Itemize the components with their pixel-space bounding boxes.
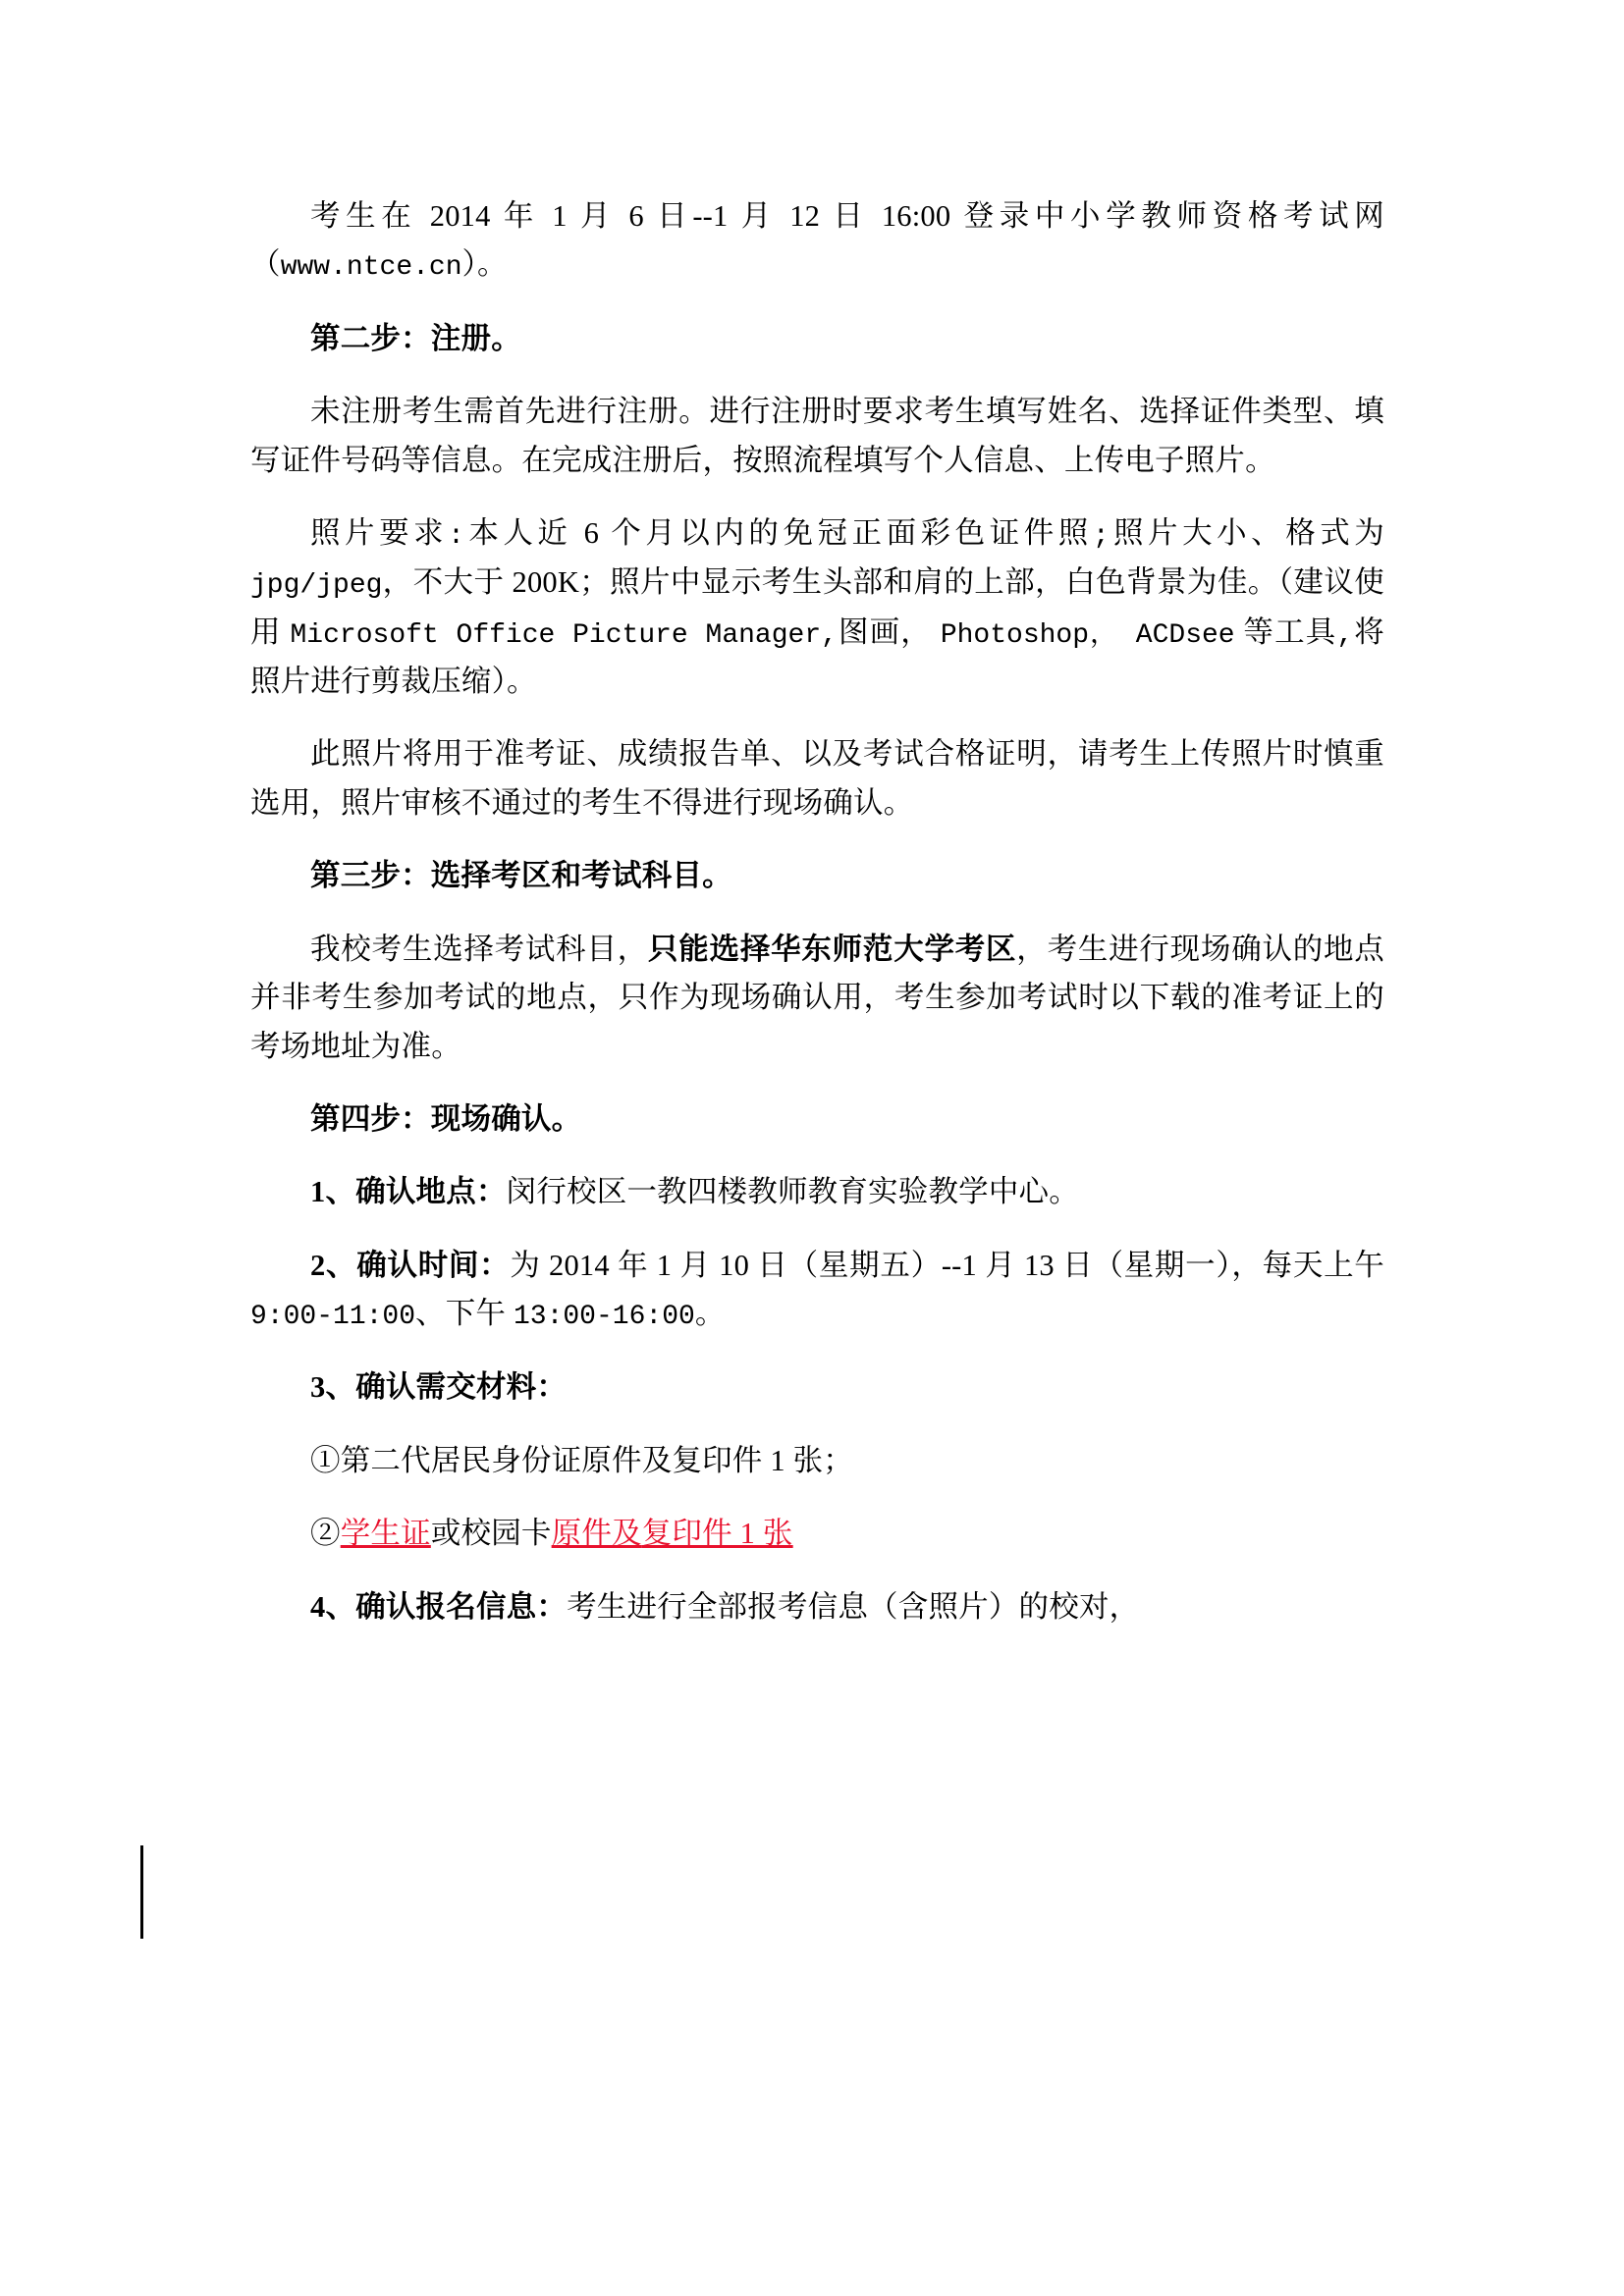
text-run: 考生在 2014 年 1 月 6 日--1 月 12 日 16:00 登录中小学教师资格考试网（ xyxy=(250,199,1384,282)
text-run: ; xyxy=(1092,520,1110,552)
text-run: 9:00-11:00 xyxy=(250,1302,416,1333)
text-run: 13:00-16:00 xyxy=(513,1302,695,1333)
paragraph-confirm-time xyxy=(250,1242,1384,1340)
text-run: jpg/jpeg xyxy=(250,570,383,602)
text-run: : xyxy=(448,520,464,552)
text-run: 照片要求 xyxy=(310,515,449,550)
paragraph-photo-requirements xyxy=(250,509,1384,706)
text-run: 第三步：选择考区和考试科目。 xyxy=(310,859,732,893)
text-run: , xyxy=(821,619,838,651)
text-run: ② xyxy=(310,1517,341,1551)
text-run: 或校园卡 xyxy=(430,1517,552,1551)
text-run: 未注册考生需首先进行注册。进行注册时要求考生填写姓名、选择证件类型、填写证件号码等信息。在完成注册后，按照流程填写个人信息、上传电子照片。 xyxy=(250,395,1384,477)
paragraph-login-instruction xyxy=(250,192,1384,291)
text-run: 2、确认时间： xyxy=(310,1248,511,1282)
text-run: 图画， xyxy=(837,614,941,649)
paragraph-material-student-card xyxy=(250,1510,1384,1558)
paragraph-material-id-card xyxy=(250,1437,1384,1485)
paragraph-exam-area-detail xyxy=(250,926,1384,1071)
revision-change-bar xyxy=(140,1845,143,1939)
text-run: ）。 xyxy=(461,247,508,282)
paragraph-photo-usage xyxy=(250,730,1384,828)
text-run: 第二步：注册。 xyxy=(310,321,521,355)
text-run: 3、确认需交材料： xyxy=(310,1370,568,1405)
paragraph-confirm-location xyxy=(250,1168,1384,1216)
text-run: , xyxy=(1336,619,1354,651)
text-run: 照片大小、格式为 xyxy=(1109,515,1384,550)
text-run: 复印件 1 张 xyxy=(641,1517,793,1551)
text-run: 只能选择华东师范大学考区 xyxy=(648,932,1017,966)
text-run: ，考生进行现场确认的地点并非考生参加考试的地点，只作为现场确认用，考生参加考试时以下载的准考证上的考场地址为准。 xyxy=(250,932,1385,1063)
heading-step-three xyxy=(250,852,1384,900)
text-run: Photoshop， ACDsee xyxy=(940,619,1235,651)
document-body xyxy=(250,192,1384,1656)
text-run: 为 2014 年 1 月 10 日（星期五）--1 月 13 日（星期一），每天上午 xyxy=(510,1248,1385,1282)
text-run: 、下午 xyxy=(415,1297,514,1331)
text-run: 等工具 xyxy=(1234,614,1337,649)
text-run: ，不大于 200K；照片中显示考生头部和肩的上部，白色背景为佳。（建议使用 xyxy=(250,565,1384,649)
text-run: www.ntce.cn xyxy=(280,252,462,284)
text-run: 原件及 xyxy=(551,1517,642,1551)
paragraph-confirm-registration-info xyxy=(250,1583,1384,1631)
text-run: 学生证 xyxy=(340,1517,431,1551)
text-run: 4、确认报名信息： xyxy=(310,1589,568,1624)
heading-step-four xyxy=(250,1095,1384,1144)
text-run: 我校考生选择考试科目， xyxy=(310,932,649,966)
text-run: 本人近 6 个月以内的免冠正面彩色证件照 xyxy=(463,515,1093,550)
text-run: 此照片将用于准考证、成绩报告单、以及考试合格证明，请考生上传照片时慎重选用，照片审核不通过的考生不得进行现场确认。 xyxy=(250,737,1384,820)
paragraph-confirm-materials-heading xyxy=(250,1363,1384,1412)
text-run: ①第二代居民身份证原件及复印件 1 张； xyxy=(310,1443,853,1477)
text-run: Microsoft Office Picture Manager xyxy=(290,619,822,651)
text-run: 闵行校区一教四楼教师教育实验教学中心。 xyxy=(506,1175,1079,1209)
text-run: 第四步：现场确认。 xyxy=(310,1101,582,1136)
text-run: 。 xyxy=(694,1297,726,1331)
text-run: 考生进行全部报考信息（含照片）的校对， xyxy=(567,1589,1140,1624)
heading-step-two xyxy=(250,315,1384,363)
text-run: 将照片进行剪裁压缩）。 xyxy=(250,614,1384,699)
text-run: 1、确认地点： xyxy=(310,1175,507,1209)
paragraph-registration-detail xyxy=(250,388,1384,485)
